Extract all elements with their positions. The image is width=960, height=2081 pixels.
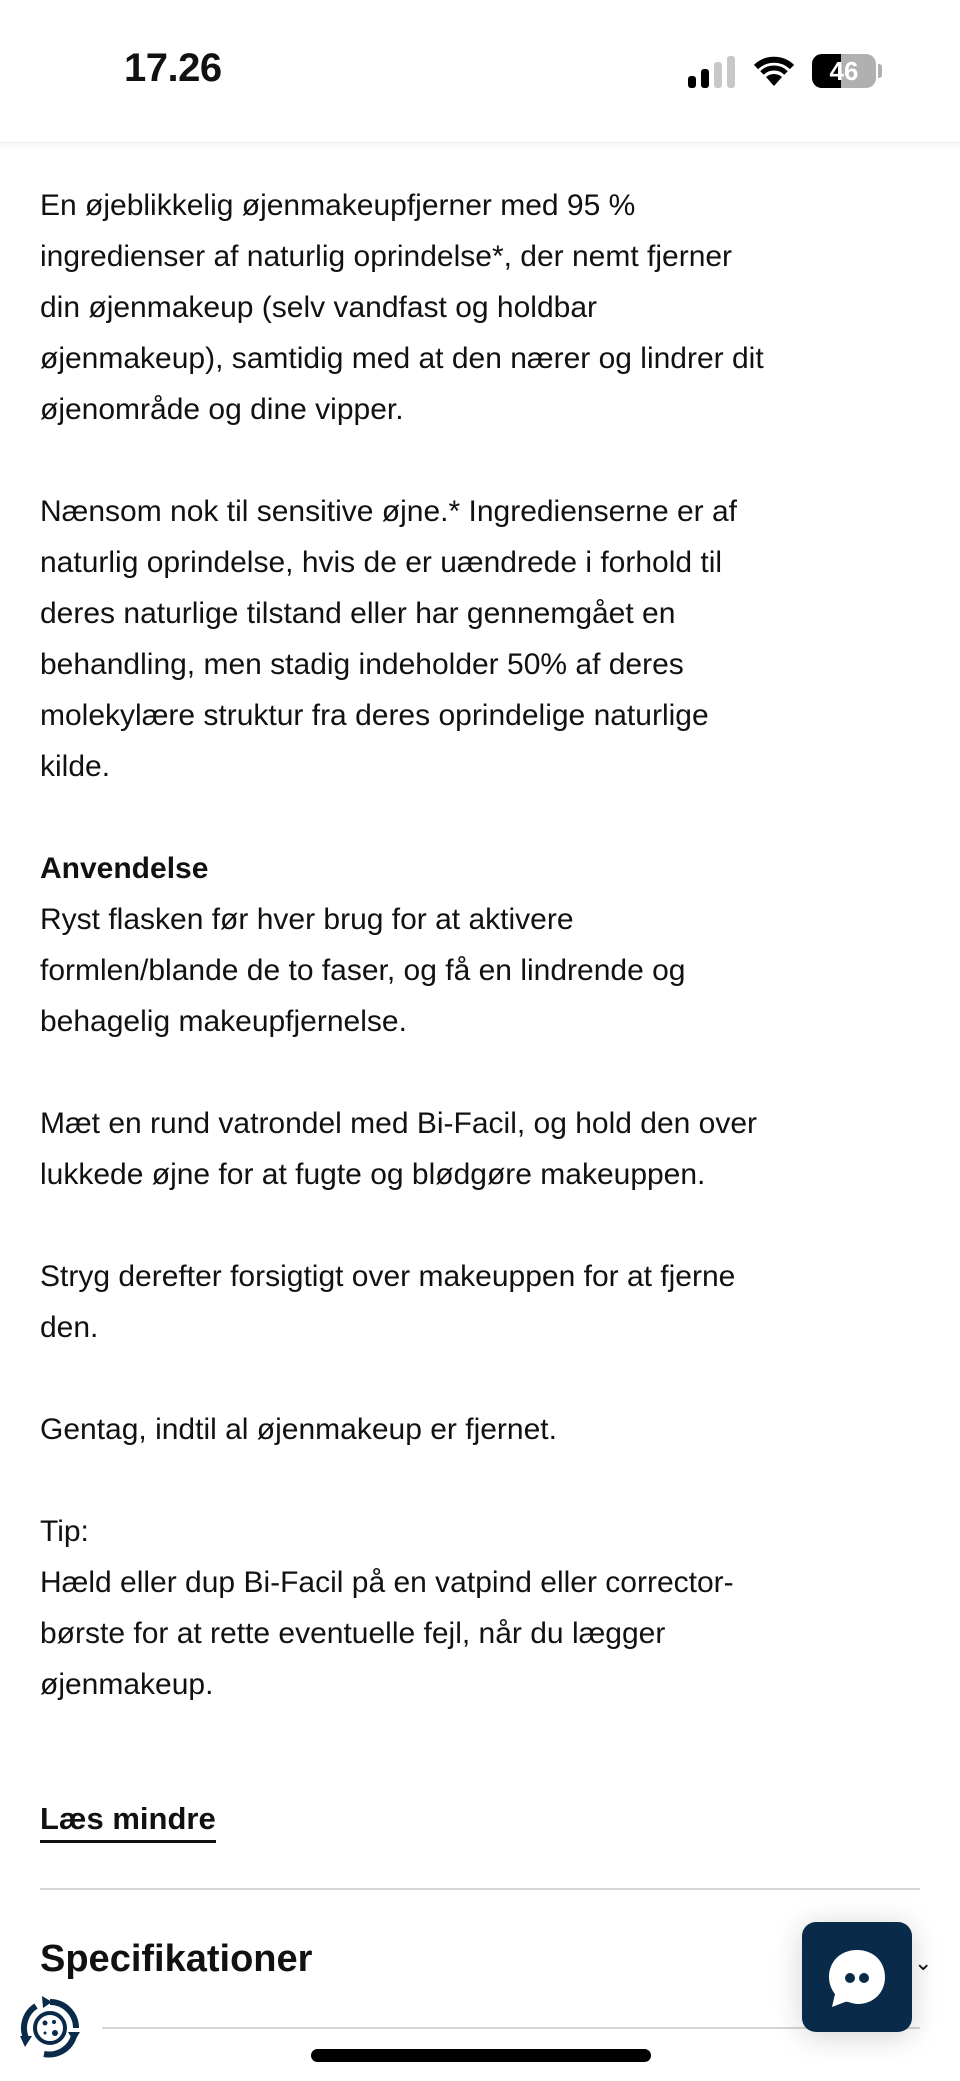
text-line: molekylære struktur fra deres oprindelige naturlige [40, 699, 709, 732]
status-time: 17.26 [124, 46, 222, 90]
usage-heading: Anvendelse [40, 852, 209, 885]
text-line: Ryst flasken før hver brug for at aktivere [40, 903, 574, 936]
specifications-accordion[interactable]: Specifikationer [40, 1938, 313, 1980]
text-line: behagelig makeupfjernelse. [40, 1005, 407, 1038]
text-line: deres naturlige tilstand eller har gennemgået en [40, 597, 676, 630]
text-line: behandling, men stadig indeholder 50% af deres [40, 648, 684, 681]
chat-bubble-icon [802, 1922, 912, 2032]
usage-paragraph [40, 894, 930, 1047]
text-line: øjenområde og dine vipper. [40, 393, 404, 426]
text-line: Gentag, indtil al øjenmakeup er fjernet. [40, 1413, 557, 1446]
divider [40, 1888, 920, 1890]
text-line: Hæld eller dup Bi-Facil på en vatpind eller corrector- [40, 1566, 734, 1599]
text-line: øjenmakeup. [40, 1668, 214, 1701]
tip-paragraph [40, 1506, 930, 1710]
text-line: formlen/blande de to faser, og få en lindrende og [40, 954, 686, 987]
text-line: En øjeblikkelig øjenmakeupfjerner med 95 % [40, 189, 636, 222]
text-line: ingredienser af naturlig oprindelse*, der nemt fjerner [40, 240, 733, 273]
product-description [40, 180, 930, 1761]
usage-paragraph [40, 1098, 930, 1200]
chevron-down-icon[interactable]: ⌄ [914, 1950, 933, 1975]
status-bar [0, 0, 960, 143]
battery-icon [812, 54, 876, 88]
cellular-signal-icon [688, 56, 736, 88]
text-line: Stryg derefter forsigtigt over makeuppen for at fjerne [40, 1260, 736, 1293]
usage-paragraph [40, 1251, 930, 1353]
text-line: den. [40, 1311, 99, 1344]
text-line: naturlig oprindelse, hvis de er uændrede i forhold til [40, 546, 723, 579]
description-paragraph [40, 180, 930, 435]
text-line: lukkede øjne for at fugte og blødgøre makeuppen. [40, 1158, 706, 1191]
chat-button[interactable] [802, 1922, 912, 2032]
text-line: Mæt en rund vatrondel med Bi-Facil, og hold den over [40, 1107, 758, 1140]
text-line: Nænsom nok til sensitive øjne.* Ingredienserne er af [40, 495, 738, 528]
battery-level: 46 [829, 56, 859, 86]
divider [102, 2027, 920, 2029]
text-line: Tip: [40, 1515, 89, 1548]
text-line: øjenmakeup), samtidig med at den nærer og lindrer dit [40, 342, 764, 375]
home-indicator [311, 2049, 651, 2062]
text-line: din øjenmakeup (selv vandfast og holdbar [40, 291, 597, 324]
description-paragraph [40, 486, 930, 792]
text-line: børste for at rette eventuelle fejl, når du lægger [40, 1617, 666, 1650]
text-line: kilde. [40, 750, 111, 783]
cookie-settings-icon[interactable] [14, 1992, 86, 2064]
read-less-link[interactable]: Læs mindre [40, 1798, 216, 1843]
wifi-icon [752, 52, 796, 88]
usage-paragraph [40, 1404, 930, 1455]
